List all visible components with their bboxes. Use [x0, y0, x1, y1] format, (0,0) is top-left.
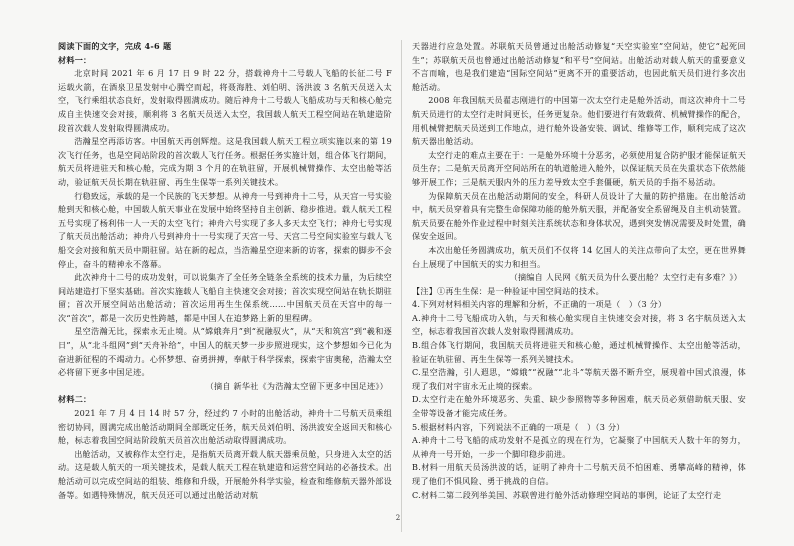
material1-paragraph: 北京时间 2021 年 6 月 17 日 9 时 22 分，搭载神舟十二号载人飞船的长征二号 F 运载火箭，在酒泉卫星发射中心腾空而起，将聂海胜、刘伯明、汤洪波 3 名航天员送入太空，飞行乘组状态良好，发射取得圆满成功。随后神舟十二号载人飞船成功与天和核心舱完成自主快速交会对接，顺利将 3 名航天员送入太空，我国载人航天工程空间站在轨建造阶段首次载人发射取得圆满成功。: [58, 68, 392, 133]
right-column: [412, 40, 746, 532]
material2-paragraph: 2021 年 7 月 4 日 14 时 57 分，经过约 7 小时的出舱活动，神舟十二号航天员乘组密切协同，圆满完成出舱活动期间全部既定任务，航天员刘伯明、汤洪波安全返回天和核心舱，标志着我国空间站阶段航天员首次出舱活动取得圆满成功。: [58, 408, 392, 446]
material2-label: 材料二：: [58, 394, 92, 405]
material2-paragraph: 本次出舱任务圆满成功，航天员们不仅将 14 亿国人的关注点带向了太空，更在世界舞台上展现了中国航天的实力和担当。: [412, 244, 746, 269]
left-column: [58, 40, 392, 532]
question-5-option-a: A.神舟十二号飞船的成功发射不是孤立的现在行为，它凝聚了中国航天人数十年的努力，从神舟一号开始，一步一个脚印稳步前进。: [412, 435, 746, 459]
question-5-stem: 5.根据材料内容，下列说法不正确的一项是（ ）（3 分）: [412, 421, 625, 432]
question-4-option-a: A.神舟十二号飞船成功入轨，与天和核心舱实现自主快速交会对接，将 3 名宇航员送入太空，标志着我国首次载人发射取得圆满成功。: [412, 312, 746, 337]
column-divider: [401, 40, 402, 532]
instruction: 阅读下面的文字，完成 4-6 题: [58, 41, 172, 51]
material1-paragraph: 浩瀚星空再添访客。中国航天再创辉煌。这是我国载人航天工程立项实施以来的第 19 次飞行任务，也是空间站阶段的首次载人飞行任务。根据任务实施计划，组合体飞行期间，航天员将进驻天和核心舱，完成为期 3 个月的在轨驻留，开展机械臂操作、太空出舱等活动，验证航天员长期在轨驻留、再生生保等一系列关键技术。: [58, 136, 392, 187]
question-4-stem: 4.下列对材料相关内容的理解和分析，不正确的一项是（ ）（3 分）: [412, 299, 667, 310]
material2-source: （摘编自 人民网《航天员为什么要出舱？太空行走有多难？》）: [509, 272, 742, 283]
material1-paragraph: 此次神舟十二号的成功发射，可以说集齐了全任务全链条全系统的技术力量，为后续空间站建造打下坚实基础。首次实施载人飞船自主快速交会对接；首次实现空间站在轨长期驻留；首次开展空间站出舱活动；首次运用再生生保系统……中国航天员在天宫中的每一次“首次”，都是一次历史性跨越，都是中国人在追梦路上新的里程碑。: [58, 272, 392, 323]
question-5-option-b: B.材料一用航天员汤洪波的话，证明了神舟十二号航天员不怕困难、勇攀高峰的精神，体现了他们不惧风险、勇于挑战的自信。: [412, 462, 746, 486]
material2-paragraph: 太空行走的难点主要在于：一是舱外环境十分恶劣，必须使用复合防护服才能保证航天员生存；二是航天员离开空间站所在的轨道舱进入舱外，以保证航天员在失重状态下依然能够开展工作；三是航天服内外的压力差导致太空手套僵硬，航天员的手指不易活动。: [412, 149, 746, 187]
material1-paragraph: 星空浩瀚无比，探索永无止境。从“嫦娥奔月”到“祝融驭火”，从“天和筑宫”到“羲和逐日”，从“北斗组网”到“天舟补给”，中国人的航天梦一步步照进现实，这个梦想如今已化为奋进新征程的不竭动力。心怀梦想、奋勇拼搏，奉献于科学探索，探索宇宙奥秘，浩瀚太空必将留下更多中国足迹。: [58, 326, 392, 378]
material1-source: （摘自 新华社《为浩瀚太空留下更多中国足迹》）: [205, 380, 388, 391]
footnote: 【注】①再生生保：是一种验证中国空间站的技术。: [412, 285, 604, 296]
question-5-option-c: C.材料二第二段列举美国、苏联曾进行舱外活动修理空间站的事例，论证了太空行走: [412, 489, 722, 500]
page-number: 2: [395, 514, 401, 522]
material2-continuation: 天器进行应急处置。苏联航天员曾通过出舱活动修复“天空实验室”空间站，使它“起死回生”；苏联航天员也曾通过出舱活动修复“和平号”空间站。出舱活动对载人航天的重要意义不言而喻，也是我们建造“国际空间站”更离不开的重要活动，也因此航天员们进行多次出舱活动。: [412, 41, 746, 92]
question-4-option-b: B.组合体飞行期间，我国航天员将进驻天和核心舱，通过机械臂操作、太空出舱等活动，验证在轨驻留、再生生保等一系列关键技术。: [412, 340, 746, 364]
material2-paragraph: 为保障航天员在出舱活动期间的安全，科研人员设计了大量的防护措施。在出舱活动中，航天员穿着具有完整生命保障功能的舱外航天服，并配备安全系留绳及自主机动装置。航天员要在舱外作业过程中时刻关注系统状态和身体状况，遇到突发情况需要及时处置，确保安全返回。: [412, 190, 746, 242]
material1-label: 材料一：: [58, 54, 92, 65]
material1-paragraph: 行稳致远，承载的是一个民族的飞天梦想。从神舟一号到神舟十二号，从天宫一号实验舱到天和核心舱，中国载人航天事业在发展中始终坚持自主创新、稳步推进。载人航天工程五号实现了杨利伟一人一天的太空飞行；神舟六号实现了多人多天太空飞行；神舟七号实现了航天员出舱活动；神舟八号到神舟十一号实现了天宫一号、天宫二号空间实验室与载人飞船交会对接和航天员中期驻留。站在新的起点，当浩瀚星空迎来新的访客，探索的脚步不会停止，奋斗的精神永不落幕。: [58, 190, 392, 269]
material2-paragraph: 出舱活动，又被称作太空行走，是指航天员离开载人航天器乘员舱，只身进入太空的活动。这是载人航天的一项关键技术，是载人航天工程在轨建造和运营空间站的必备技术。出舱活动可以完成空间站的组装、维修和升级，开展舱外科学实验，检查和维修航天器外部设备等。如遇特殊情况，航天员还可以通过出舱活动对航: [58, 448, 392, 500]
question-4-option-d: D.太空行走在舱外环境恶劣、失重、缺少参照物等多种困难，航天员必须借助航天服、安全带等设备才能完成任务。: [412, 394, 746, 419]
question-4-option-c: C.星空浩瀚，引人遐思，“嫦娥”“祝融”“北斗”等航天器不断升空，展现着中国式浪漫，体现了我们对宇宙永无止境的探索。: [412, 367, 746, 391]
material2-paragraph: 2008 年我国航天员翟志刚进行的中国第一次太空行走是舱外活动，而这次神舟十二号航天员进行的太空行走时间更长，任务更复杂。他们要进行有效载荷、机械臂操作的配合，用机械臂把航天员送到工作地点，进行舱外设备安装、调试、维修等工作，顺利完成了这次航天器出舱活动。: [412, 95, 746, 147]
